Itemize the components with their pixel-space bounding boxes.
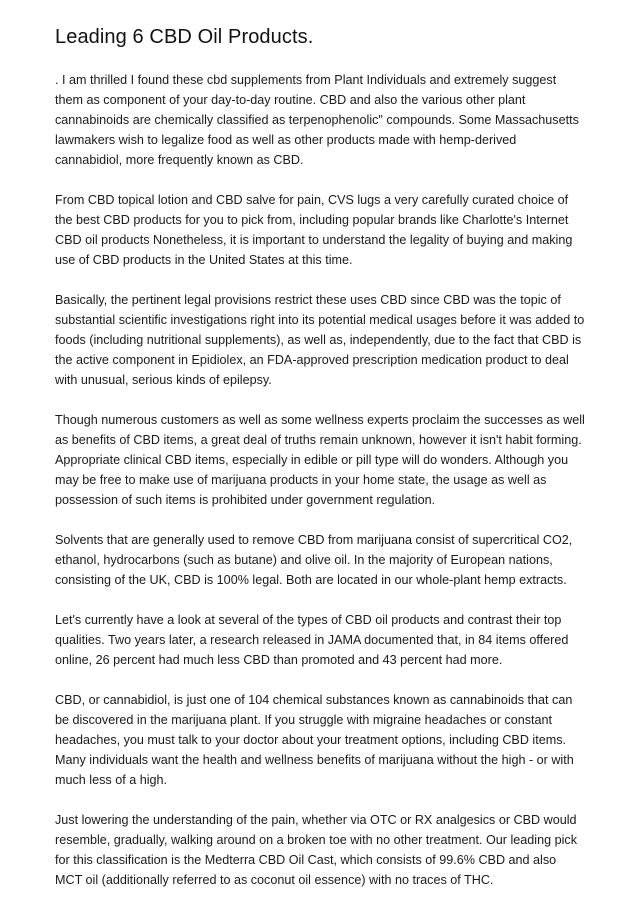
paragraph-7: CBD, or cannabidiol, is just one of 104 chemical substances known as cannabinoids that can be discovered in the marijuana plant. If you struggle with migraine headaches or constant headaches, you must talk to your doctor about your treatment options, including CBD items. Many individuals want the health and wellness benefits of marijuana without the high - or with much less of a high. xyxy=(55,693,574,787)
page-title: Leading 6 CBD Oil Products. xyxy=(55,26,314,48)
paragraph-4: Though numerous customers as well as some wellness experts proclaim the successes as well as benefits of CBD items, a great deal of truths remain unknown, however it isn't habit forming. Appropriate clinical CBD items, especially in edible or pill type will do wonders. Although you may be free to make use of marijuana products in your home state, the usage as well as possession of such items is prohibited under government regulation. xyxy=(55,413,585,507)
paragraph-2: From CBD topical lotion and CBD salve for pain, CVS lugs a very carefully curated choice of the best CBD products for you to pick from, including popular brands like Charlotte's Internet CBD oil products Nonetheless, it is important to understand the legality of buying and making use of CBD products in the United States at this time. xyxy=(55,193,573,267)
paragraph-3: Basically, the pertinent legal provisions restrict these uses CBD since CBD was the topic of substantial scientific investigations right into its potential medical usages before it was added to foods (including nutritional supplements), as well as, independently, due to the fact that CBD is the active component in Epidiolex, an FDA-approved prescription medication product to deal with unusual, serious kinds of epilepsy. xyxy=(55,293,585,387)
document-body xyxy=(55,24,585,910)
paragraph-8: Just lowering the understanding of the pain, whether via OTC or RX analgesics or CBD would resemble, gradually, walking around on a broken toe with no other treatment. Our leading pick for this classification is the Medterra CBD Oil Cast, which consists of 99.6% CBD and also MCT oil (additionally referred to as coconut oil essence) with no traces of THC. xyxy=(55,813,578,887)
paragraph-5: Solvents that are generally used to remove CBD from marijuana consist of supercritical CO2, ethanol, hydrocarbons (such as butane) and olive oil. In the majority of European nations, consisting of the UK, CBD is 100% legal. Both are located in our whole-plant hemp extracts. xyxy=(55,533,573,587)
paragraph-1: . I am thrilled I found these cbd supplements from Plant Individuals and extremely suggest them as component of your day-to-day routine. CBD and also the various other plant cannabinoids are chemically classified as terpenophenolic" compounds. Some Massachusetts lawmakers wish to legalize food as well as other products made with hemp-derived cannabidiol, more frequently known as CBD. xyxy=(55,73,579,167)
paragraph-6: Let's currently have a look at several of the types of CBD oil products and contrast their top qualities. Two years later, a research released in JAMA documented that, in 84 items offered online, 26 percent had much less CBD than promoted and 43 percent had more. xyxy=(55,613,569,667)
